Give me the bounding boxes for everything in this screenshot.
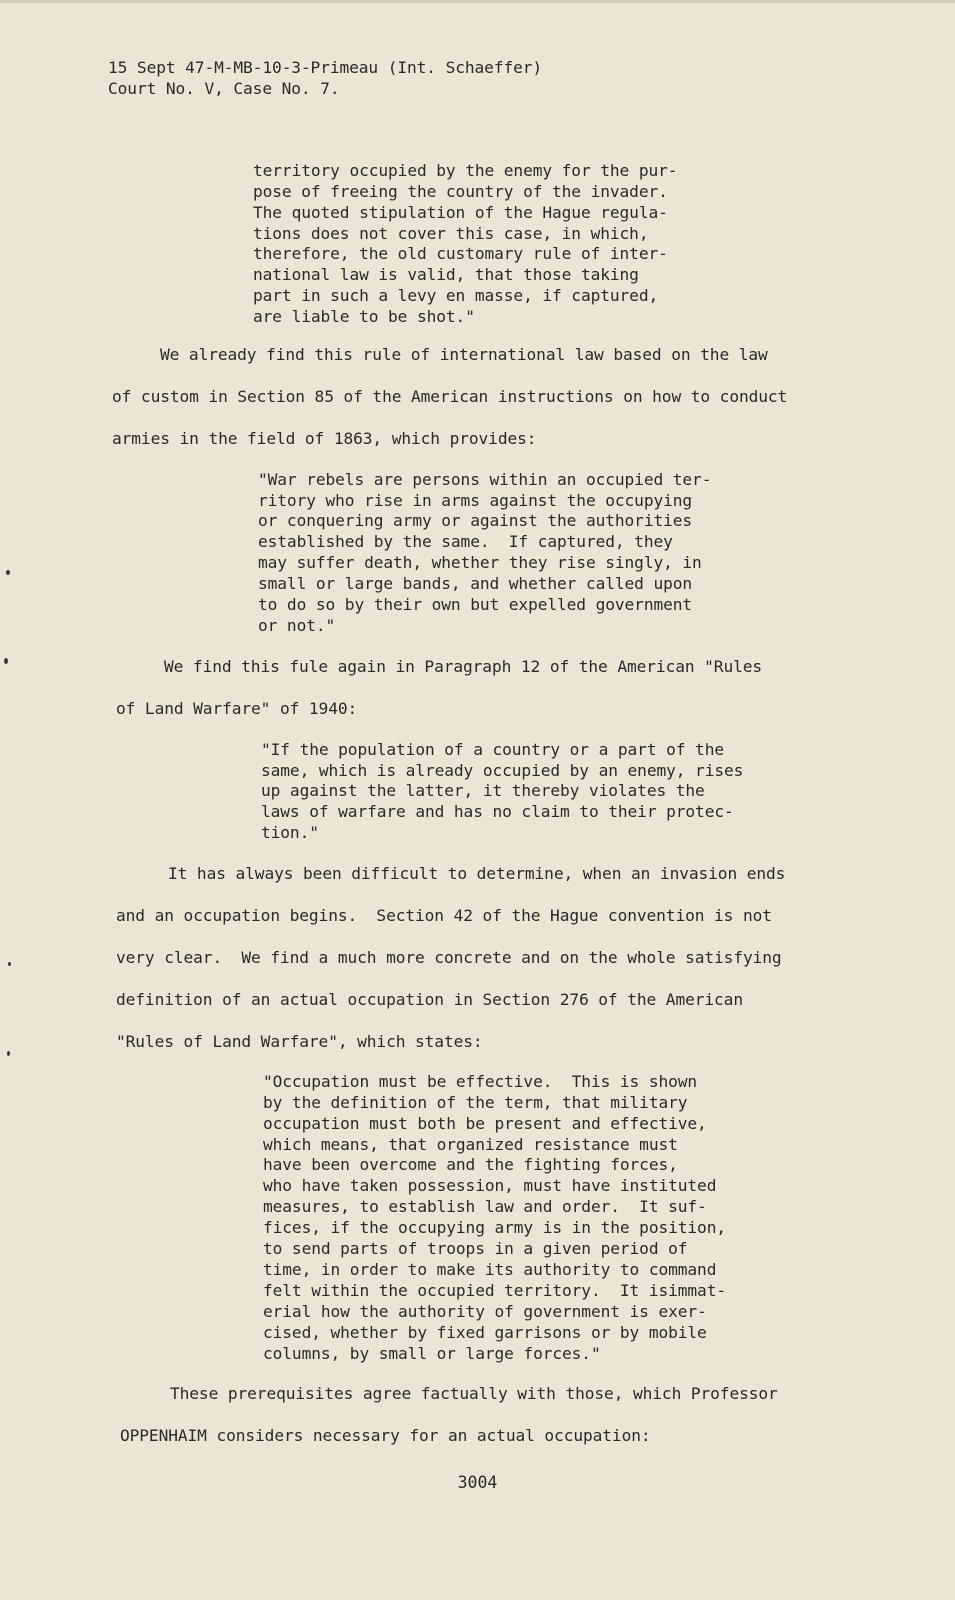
paragraph-1-line: armies in the field of 1863, which provides:: [112, 429, 537, 448]
page-number: 3004: [457, 1473, 498, 1492]
quote-4-line: felt within the occupied territory. It isimmat-: [263, 1281, 726, 1300]
paragraph-4-line: These prerequisites agree factually with those, which Professor: [170, 1384, 778, 1403]
scan-speck: [8, 962, 11, 966]
quote-4-line: who have taken possession, must have instituted: [263, 1176, 717, 1195]
paragraph-2-line: We find this fule again in Paragraph 12 of the American "Rules: [164, 657, 763, 676]
paragraph-3-line: very clear. We find a much more concrete and on the whole satisfying: [116, 948, 782, 967]
quote-4-line: which means, that organized resistance must: [263, 1135, 678, 1154]
header-line-1: 15 Sept 47-M-MB-10-3-Primeau (Int. Schaeffer): [108, 58, 543, 77]
quote-3-line: tion.": [261, 823, 319, 842]
quote-3-line: up against the latter, it thereby violates the: [261, 781, 705, 800]
quote-2-line: or not.": [258, 616, 336, 635]
quote-3-line: "If the population of a country or a part of the: [261, 740, 724, 759]
quote-4-line: measures, to establish law and order. It suf-: [263, 1197, 707, 1216]
paragraph-3-line: and an occupation begins. Section 42 of the Hague convention is not: [116, 906, 772, 925]
paragraph-1-line: of custom in Section 85 of the American instructions on how to conduct: [112, 387, 788, 406]
paragraph-1-line: We already find this rule of international law based on the law: [160, 345, 768, 364]
quote-4-line: cised, whether by fixed garrisons or by mobile: [263, 1323, 707, 1342]
quote-3-line: same, which is already occupied by an enemy, rises: [261, 761, 744, 780]
quote-4-line: to send parts of troops in a given period of: [263, 1239, 688, 1258]
quote-4-line: have been overcome and the fighting forces,: [263, 1155, 678, 1174]
quote-1-line: territory occupied by the enemy for the pur-: [253, 161, 678, 180]
quote-2-line: small or large bands, and whether called upon: [258, 574, 693, 593]
quote-4-line: "Occupation must be effective. This is shown: [263, 1072, 698, 1091]
quote-1-line: part in such a levy en masse, if captured,: [253, 286, 659, 305]
quote-4-line: time, in order to make its authority to command: [263, 1260, 717, 1279]
quote-1-line: national law is valid, that those taking: [253, 265, 639, 284]
quote-3-line: laws of warfare and has no claim to their protec-: [261, 802, 734, 821]
quote-4-line: erial how the authority of government is exer-: [263, 1302, 707, 1321]
quote-1-line: therefore, the old customary rule of inter-: [253, 244, 668, 263]
quote-2-line: to do so by their own but expelled government: [258, 595, 693, 614]
quote-4-line: occupation must both be present and effective,: [263, 1114, 707, 1133]
scan-speck: [7, 1051, 10, 1056]
header-line-2: Court No. V, Case No. 7.: [108, 79, 340, 98]
quote-4-line: columns, by small or large forces.": [263, 1344, 601, 1363]
quote-4-line: by the definition of the term, that military: [263, 1093, 688, 1112]
quote-1-line: The quoted stipulation of the Hague regula-: [253, 203, 668, 222]
quote-2-line: established by the same. If captured, they: [258, 532, 673, 551]
paragraph-3-line: "Rules of Land Warfare", which states:: [116, 1032, 483, 1051]
quote-2-line: ritory who rise in arms against the occupying: [258, 491, 693, 510]
paragraph-4-line: OPPENHAIM considers necessary for an actual occupation:: [120, 1426, 651, 1445]
quote-1-line: tions does not cover this case, in which,: [253, 224, 649, 243]
quote-2-line: "War rebels are persons within an occupied ter-: [258, 470, 712, 489]
paragraph-3-line: It has always been difficult to determine, when an invasion ends: [168, 864, 786, 883]
paragraph-2-line: of Land Warfare" of 1940:: [116, 699, 358, 718]
quote-1-line: pose of freeing the country of the invader.: [253, 182, 668, 201]
scan-speck: [4, 658, 8, 664]
quote-2-line: or conquering army or against the authorities: [258, 511, 693, 530]
quote-2-line: may suffer death, whether they rise singly, in: [258, 553, 702, 572]
paragraph-3-line: definition of an actual occupation in Section 276 of the American: [116, 990, 743, 1009]
scan-speck: [6, 570, 10, 575]
page-top-edge: [0, 0, 955, 3]
quote-4-line: fices, if the occupying army is in the position,: [263, 1218, 726, 1237]
quote-1-line: are liable to be shot.": [253, 307, 475, 326]
